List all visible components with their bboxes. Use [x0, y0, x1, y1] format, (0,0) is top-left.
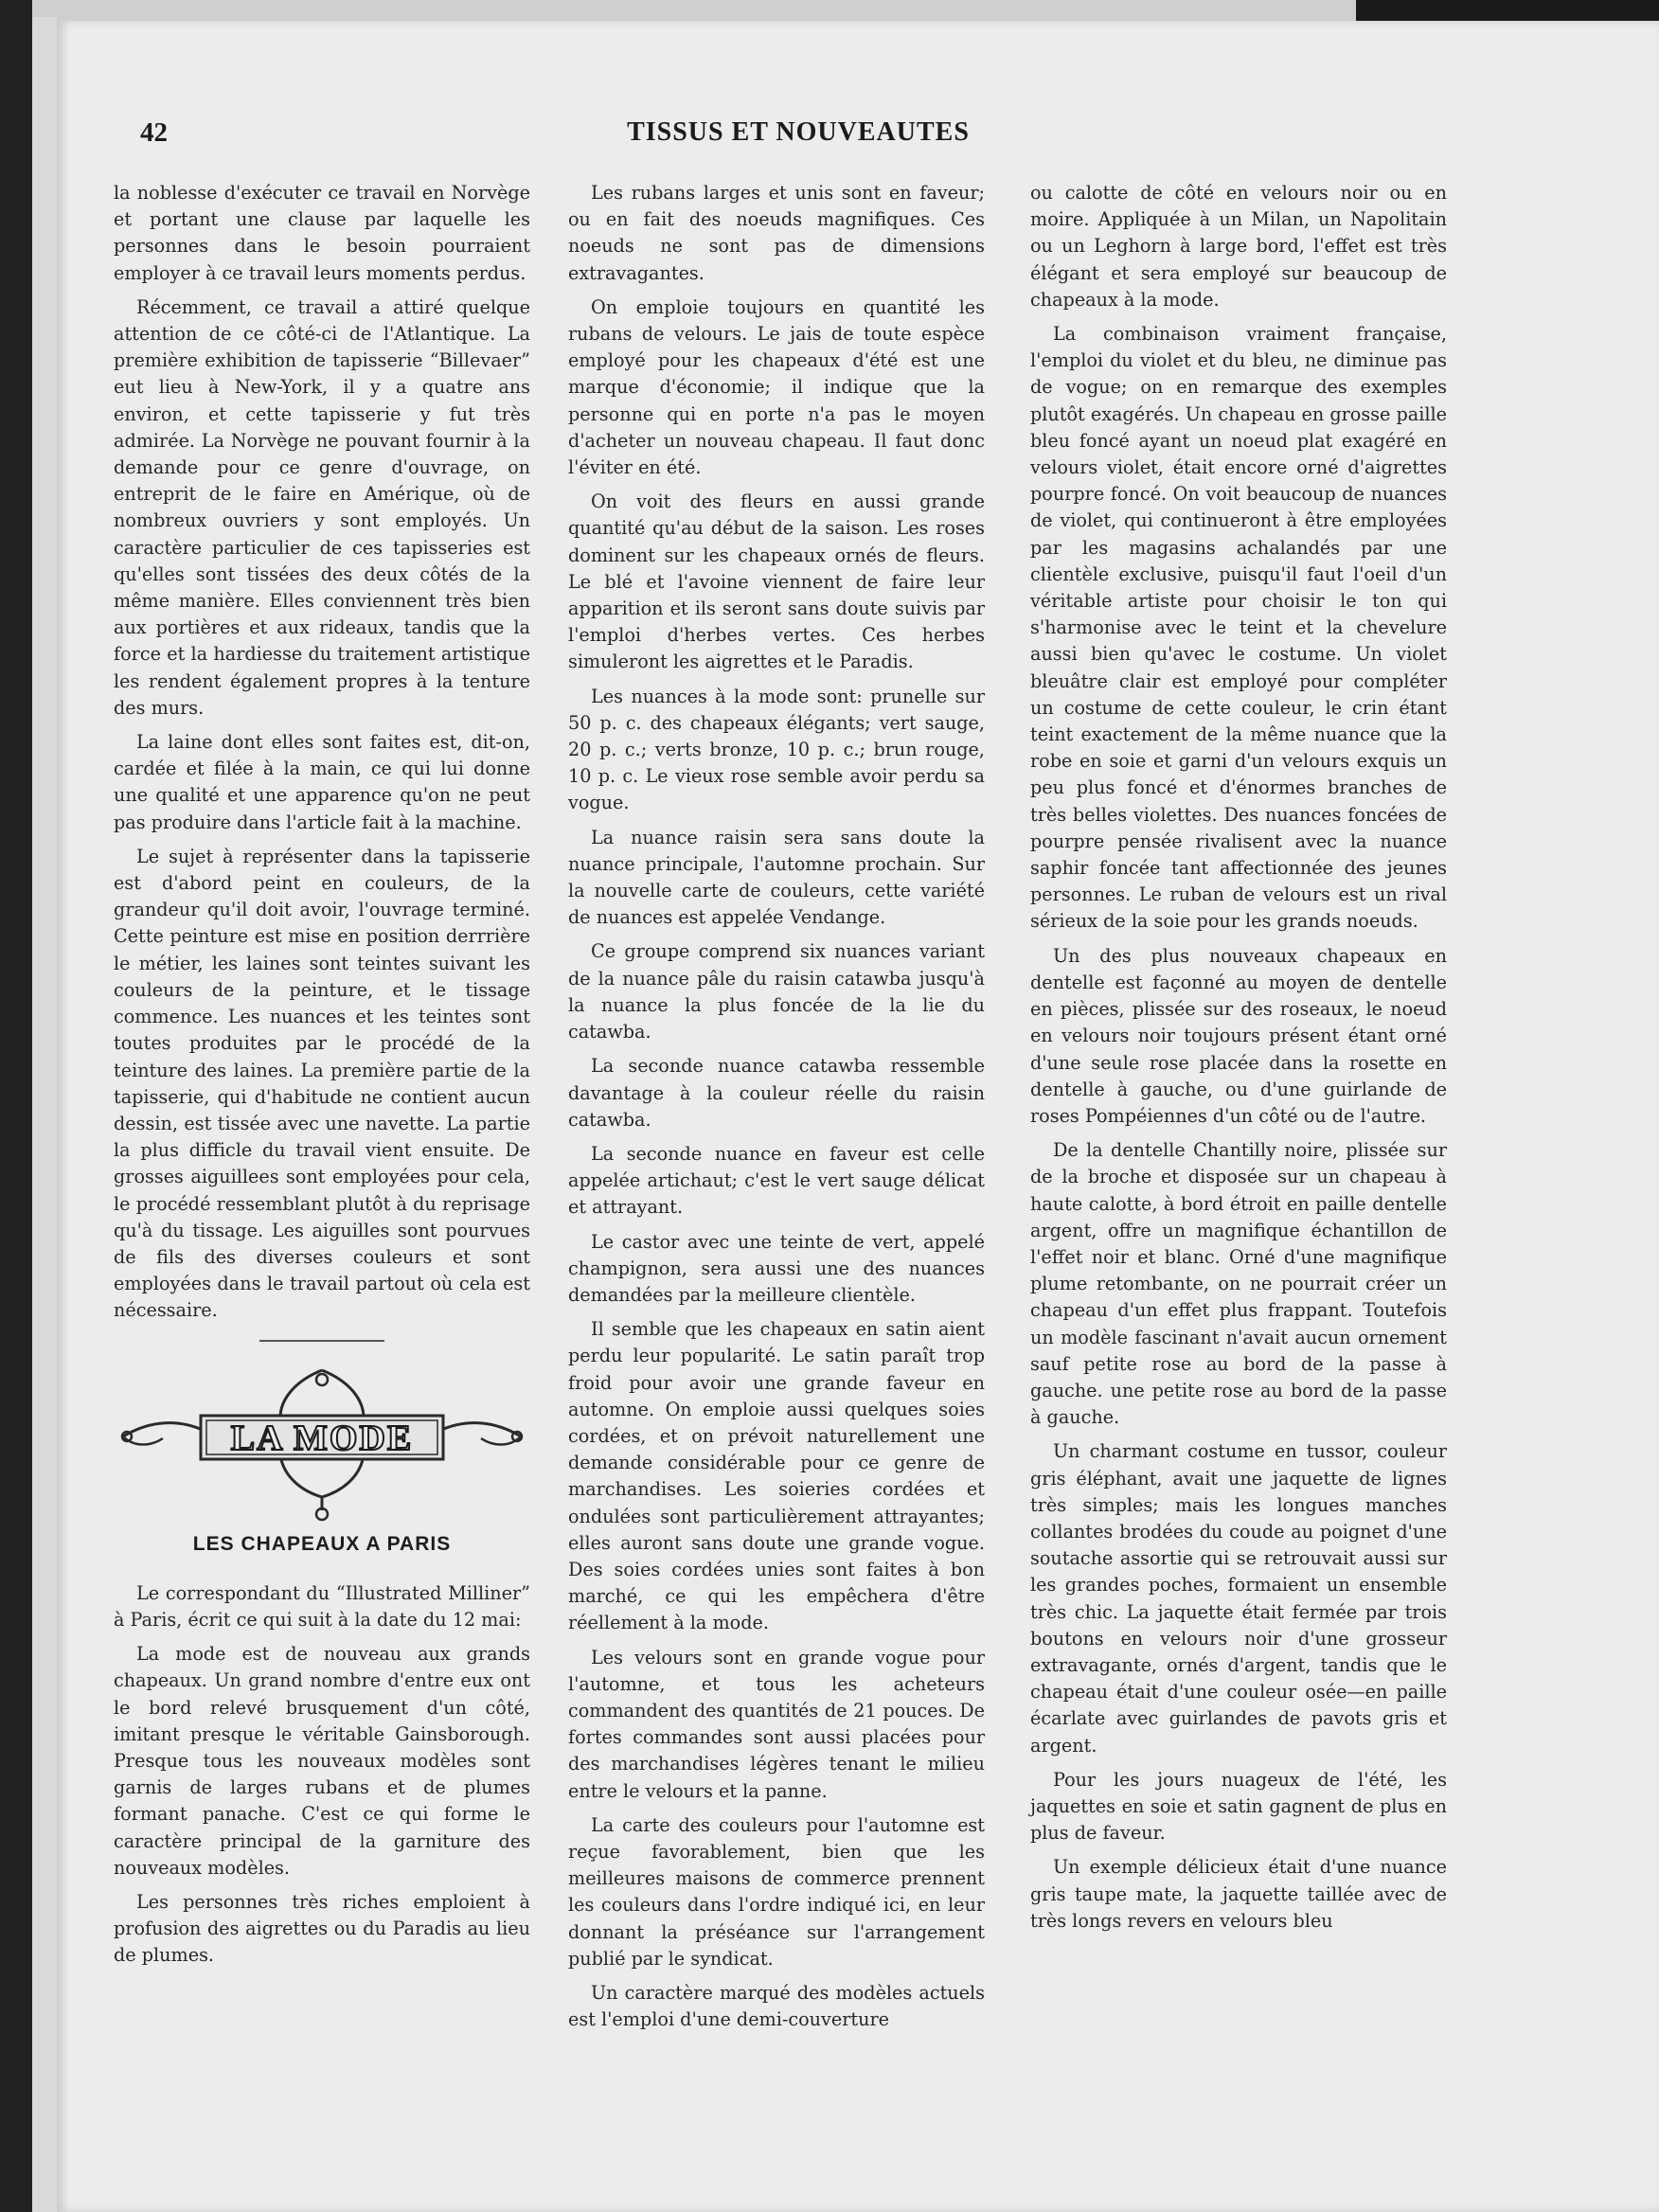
- paragraph: Pour les jours nuageux de l'été, les jaquettes en soie et satin gagnent de plus en plus de faveur.: [1030, 1768, 1447, 1845]
- paragraph: Les rubans larges et unis sont en faveur; ou en fait des noeuds magnifiques. Ces noeuds ne sont pas de dimensions extravagantes.: [568, 182, 985, 284]
- paragraph: Il semble que les chapeaux en satin aient perdu leur popularité. Le satin paraît trop froid pour avoir une grande faveur en automne. On emploie aussi quelques soies cordées, et on prévoit naturellement une demande considérable pour ce genre de marchandises. Les soieries cordées et ondulées sont particulièrement attrayantes; elles auront sans doute une grande vogue. Des soies cordées unies sont faites à bon marché, ce qui les empêchera d'être réellement à la mode.: [568, 1318, 985, 1634]
- paragraph: Les nuances à la mode sont: prunelle sur 50 p. c. des chapeaux élégants; vert sauge, 20 p. c.; verts bronze, 10 p. c.; brun rouge, 10 p. c. Le vieux rose semble avoir perdu sa vogue.: [568, 685, 985, 814]
- column-1: [114, 180, 530, 1977]
- paragraph: On emploie toujours en quantité les rubans de velours. Le jais de toute espèce employé pour les chapeaux d'été est une marque d'économie; il indique que la personne qui en porte n'a pas le moyen d'acheter un nouveau chapeau. Il faut donc l'éviter en été.: [568, 295, 985, 479]
- paragraph: Les personnes très riches emploient à profusion des aigrettes ou du Paradis au lieu de plumes.: [114, 1890, 530, 1967]
- paragraph: Récemment, ce travail a attiré quelque attention de ce côté-ci de l'Atlantique. La première exhibition de tapisserie “Billevaer” eut lieu à New-York, il y a quatre ans environ, et cette tapisserie y fut très admirée. La Norvège ne pouvant fournir à la demande pour ce genre d'ouvrage, on entreprit de le faire en Amérique, où de nombreux ouvriers y sont employés. Un caractère particulier de ces tapisseries est qu'elles sont tissées des deux côtés de la même manière. Elles conviennent très bien aux portières et aux rideaux, tandis que la force et la hardiesse du traitement artistique les rendent également propres à la tenture des murs.: [114, 295, 530, 719]
- section-title: LES CHAPEAUX A PARIS: [192, 1532, 452, 1555]
- paragraph: la noblesse d'exécuter ce travail en Norvège et portant une clause par laquelle les personnes dans le besoin pourraient employer à ce travail leurs moments perdus.: [114, 182, 530, 284]
- paragraph: Un des plus nouveaux chapeaux en dentelle est façonné au moyen de dentelle en pièces, plissée sur des roseaux, le noeud en velours noir toujours présent étant orné d'une seule rose placée dans la rosette en dentelle à gauche, ou d'une guirlande de roses Pompéiennes d'un côté ou de l'autre.: [1030, 944, 1447, 1127]
- scan-page-edge: [32, 17, 57, 2212]
- paragraph: Le castor avec une teinte de vert, appelé champignon, sera aussi une des nuances demandées par la meilleure clientèle.: [568, 1230, 985, 1306]
- paragraph: Un charmant costume en tussor, couleur gris éléphant, avait une jaquette de lignes très simples; mais les longues manches collantes brodées du coude au poignet d'une soutache assortie qui se retrouvait aussi sur les grandes poches, formaient un ensemble très chic. La jaquette était fermée par trois boutons en velours noir d'une grosseur extravagante, ornés d'argent, tandis que le chapeau était d'une couleur osée—en paille écarlate avec guirlandes de pavots gris et argent.: [1030, 1440, 1447, 1757]
- paragraph: Le sujet à représenter dans la tapisserie est d'abord peint en couleurs, de la grandeur qu'il doit avoir, l'ouvrage terminé. Cette peinture est mise en position derrrière le métier, les laines sont teintes suivant les couleurs de la peinture, et le tissage commence. Les nuances et les teintes sont toutes produites par le procédé de la teinture des laines. La première partie de la tapisserie, qui d'habitude ne contient aucun dessin, est tissée avec une navette. La partie la plus difficle du travail vient ensuite. De grosses aiguillees sont employées pour cela, le procédé ressemblant plutôt à du reprisage qu'à du tissage. Les aiguilles sont pourvues de fils des diverses couleurs et sont employées dans le travail partout où cela est nécessaire.: [114, 845, 530, 1322]
- paragraph: Un exemple délicieux était d'une nuance gris taupe mate, la jaquette taillée avec de très longs revers en velours bleu: [1030, 1856, 1447, 1932]
- la-mode-logo: [114, 1363, 530, 1524]
- paragraph: Un caractère marqué des modèles actuels est l'emploi d'une demi-couverture: [568, 1982, 985, 2031]
- paragraph: Ce groupe comprend six nuances variant de la nuance pâle du raisin catawba jusqu'à la nuance la plus foncée de la lie du catawba.: [568, 940, 985, 1044]
- section-divider: [259, 1340, 384, 1342]
- logo-text: LA MODE: [230, 1418, 414, 1458]
- paragraph: Les velours sont en grande vogue pour l'automne, et tous les acheteurs commandent des quantités de 21 pouces. De fortes commandes sont aussi placées pour des marchandises légères tenant le milieu entre le velours et la panne.: [568, 1646, 985, 1802]
- page-header: [140, 117, 1456, 155]
- paragraph: ou calotte de côté en velours noir ou en moire. Appliquée à un Milan, un Napolitain ou un Leghorn à large bord, l'effet est très élégant et sera employé sur beaucoup de chapeaux à la mode.: [1030, 182, 1447, 311]
- column-3: [1030, 180, 1447, 1942]
- paragraph: De la dentelle Chantilly noire, plissée sur de la broche et disposée sur un chapeau à haute calotte, à bord étroit en paille dentelle argent, offre un magnifique échantillon de l'effet noir et blanc. Orné d'une magnifique plume retombante, on ne pourrait créer un chapeau d'un effet plus frappant. Toutefois un modèle fascinant n'avait aucun ornement sauf petite rose au bord de la passe à gauche. une petite rose au bord de la passe à gauche.: [1030, 1139, 1447, 1429]
- paragraph: La carte des couleurs pour l'automne est reçue favorablement, bien que les meilleures maisons de commerce prennent les couleurs dans l'ordre indiqué ici, en leur donnant la préséance sur l'arrangement publié par le syndicat.: [568, 1813, 985, 1970]
- paragraph: Le correspondant du “Illustrated Milliner” à Paris, écrit ce qui suit à la date du 12 mai:: [114, 1581, 530, 1631]
- column-2: [568, 180, 985, 2041]
- paragraph: La seconde nuance en faveur est celle appelée artichaut; c'est le vert sauge délicat et attrayant.: [568, 1142, 985, 1219]
- running-title: TISSUS ET NOUVEAUTES: [627, 117, 970, 147]
- paragraph: La laine dont elles sont faites est, dit-on, cardée et filée à la main, ce qui lui donne une qualité et une apparence qu'on ne peut pas produire dans l'article fait à la machine.: [114, 731, 530, 833]
- page-number: 42: [140, 117, 168, 148]
- paragraph: La seconde nuance catawba ressemble davantage à la couleur réelle du raisin catawba.: [568, 1055, 985, 1131]
- la-mode-ornament-icon: [114, 1363, 530, 1524]
- paragraph: La nuance raisin sera sans doute la nuance principale, l'automne prochain. Sur la nouvelle carte de couleurs, cette variété de nuances est appelée Vendange.: [568, 826, 985, 929]
- paragraph: La combinaison vraiment française, l'emploi du violet et du bleu, ne diminue pas de vogue; on en remarque des exemples plutôt exagérés. Un chapeau en grosse paille bleu foncé ayant un noeud plat exagéré en velours violet, était encore orné d'aigrettes pourpre foncé. On voit beaucoup de nuances de violet, qui continueront à être employées par les magasins achalandés par une clientèle exclusive, puisqu'il faut l'oeil d'un véritable artiste pour choisir le ton qui s'harmonise avec le teint et la chevelure aussi bien qu'avec le costume. Un violet bleuâtre clair est employé pour compléter un costume de cette couleur, le crin étant teint exactement de la même nuance que la robe en soie et garni d'un velours exquis un peu plus foncé et d'énormes branches de très belles violettes. Des nuances foncées de pourpre pensée rivalisent avec la nuance saphir foncée tant affectionnée des jeunes personnes. Le ruban de velours est un rival sérieux de la soie pour les grands noeuds.: [1030, 323, 1447, 933]
- paragraph: On voit des fleurs en aussi grande quantité qu'au début de la saison. Les roses dominent sur les chapeaux ornés de fleurs. Le blé et l'avoine viennent de faire leur apparition et ils seront sans doute suivis par l'emploi d'herbes vertes. Ces herbes simuleront les aigrettes et le Paradis.: [568, 491, 985, 673]
- scan-binding-edge: [0, 0, 32, 2212]
- paragraph: La mode est de nouveau aux grands chapeaux. Un grand nombre d'entre eux ont le bord relevé brusquement d'un côté, imitant presque le véritable Gainsborough. Presque tous les nouveaux modèles sont garnis de larges rubans et de plumes formant panache. C'est ce qui forme le caractère principal de la garniture des nouveaux modèles.: [114, 1643, 530, 1879]
